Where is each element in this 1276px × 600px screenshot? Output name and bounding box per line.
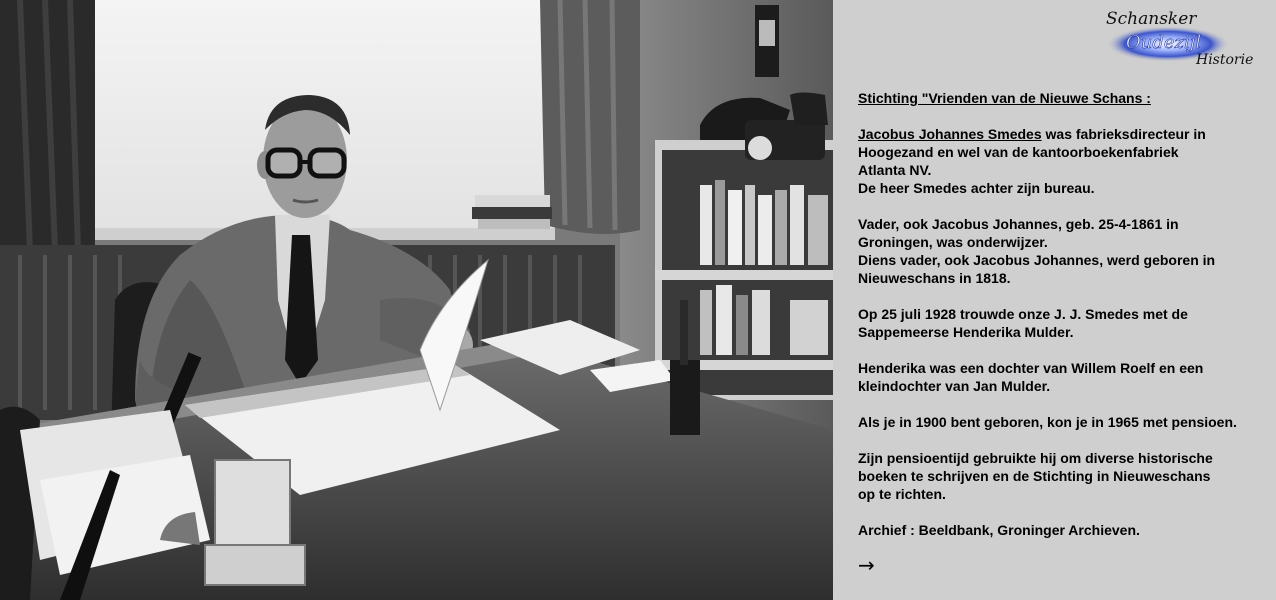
p6-line-3: op te richten. — [858, 486, 946, 502]
paragraph-6 — [858, 449, 1268, 503]
logo-line-3: Historie — [1196, 52, 1254, 66]
paragraph-5 — [858, 413, 1268, 431]
p6-line-1: Zijn pensioentijd gebruikte hij om diverse historische — [858, 450, 1213, 466]
next-page-arrow-icon[interactable]: → — [858, 553, 875, 577]
p5-line-1: Als je in 1900 bent geboren, kon je in 1965 met pensioen. — [858, 414, 1237, 430]
p1-line-1-rest: was fabrieksdirecteur in — [1041, 126, 1206, 142]
person-name-link[interactable]: Jacobus Johannes Smedes — [858, 126, 1042, 142]
p4-line-2: kleindochter van Jan Mulder. — [858, 378, 1051, 394]
p4-line-1: Henderika was een dochter van Willem Roelf en een — [858, 360, 1204, 376]
paragraph-1 — [858, 125, 1268, 197]
paragraph-7 — [858, 521, 1268, 539]
logo-line-1: Schansker — [1106, 9, 1197, 29]
p2-line-1: Vader, ook Jacobus Johannes, geb. 25-4-1861 in — [858, 216, 1179, 232]
p2-line-4: Nieuweschans in 1818. — [858, 270, 1011, 286]
p7-line-1: Archief : Beeldbank, Groninger Archieven. — [858, 522, 1140, 538]
p1-line-2: Hoogezand en wel van de kantoorboekenfabriek — [858, 144, 1179, 160]
p2-line-2: Groningen, was onderwijzer. — [858, 234, 1048, 250]
p3-line-2: Sappemeerse Henderika Mulder. — [858, 324, 1074, 340]
paragraph-3 — [858, 305, 1268, 341]
article-heading-text: Stichting "Vrienden van de Nieuwe Schans : — [858, 90, 1151, 106]
paragraph-4 — [858, 359, 1268, 395]
site-logo-drawing — [1098, 4, 1268, 66]
paragraph-2 — [858, 215, 1268, 287]
p1-line-4: De heer Smedes achter zijn bureau. — [858, 180, 1095, 196]
p3-line-1: Op 25 juli 1928 trouwde onze J. J. Smedes met de — [858, 306, 1188, 322]
p2-line-3: Diens vader, ook Jacobus Johannes, werd geboren in — [858, 252, 1216, 268]
text-panel — [833, 0, 1276, 600]
article-text — [858, 89, 1268, 576]
article-heading — [858, 89, 1268, 107]
site-logo[interactable] — [1098, 4, 1268, 66]
logo-line-2: Oudezijl — [1126, 32, 1202, 53]
p1-line-3: Atlanta NV. — [858, 162, 932, 178]
p6-line-2: boeken te schrijven en de Stichting in Nieuweschans — [858, 468, 1211, 484]
